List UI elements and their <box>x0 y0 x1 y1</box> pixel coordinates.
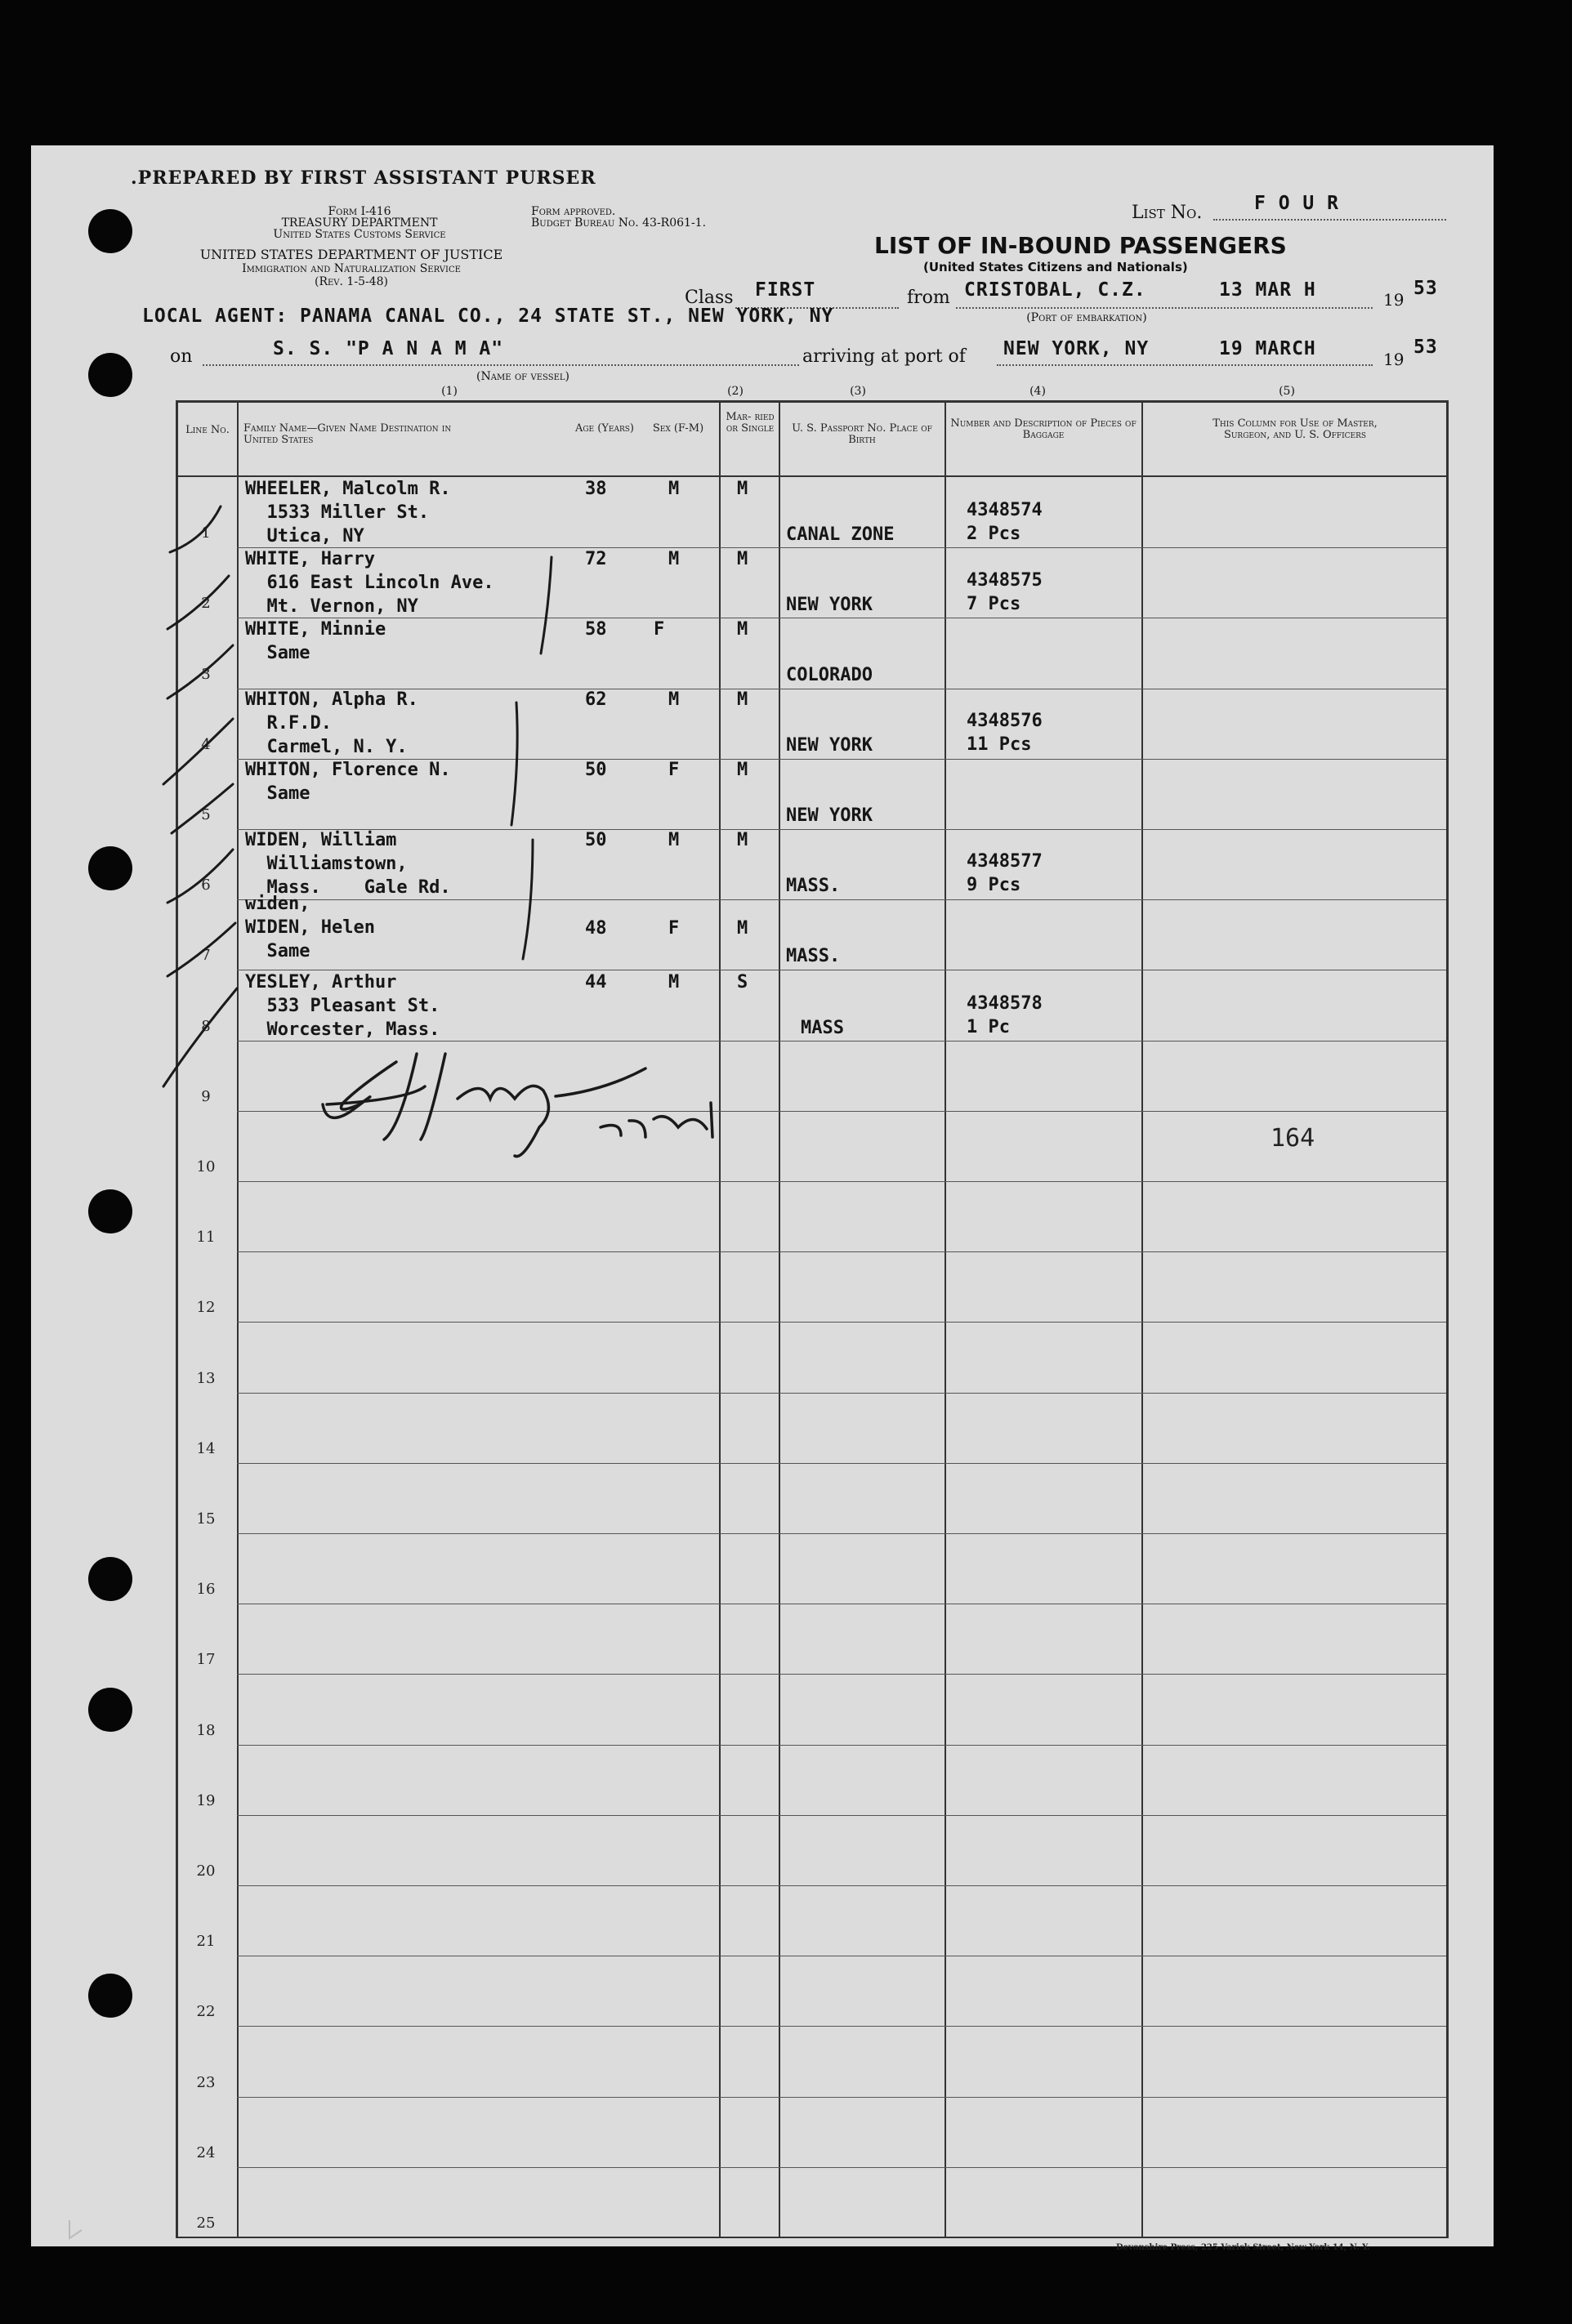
passenger-birth: NEW YORK <box>786 805 873 826</box>
line-number: 19 <box>196 1792 216 1809</box>
col-num-2: (2) <box>727 385 744 398</box>
passenger-birth: MASS. <box>786 876 841 896</box>
arrival-date: 19 MARCH <box>1219 338 1316 359</box>
passenger-baggage: 4348577 9 Pcs <box>967 851 1043 895</box>
passenger-birth: CANAL ZONE <box>786 524 895 545</box>
on-label: on <box>170 346 193 367</box>
passenger-sex: M <box>668 479 680 499</box>
col-header-name: Family Name—Given Name Destination in United States <box>243 422 452 446</box>
from-date: 13 MAR H <box>1219 279 1316 301</box>
passenger-age: 72 <box>585 549 607 569</box>
passenger-name: widen, WIDEN, Helen Same <box>245 894 375 961</box>
passenger-name: WHITE, Minnie Same <box>245 619 386 663</box>
line-number: 20 <box>196 1862 216 1880</box>
passenger-sex: F <box>668 918 680 939</box>
col-header-officers: This Column for Use of Master, Surgeon, and U. S. Officers <box>1212 417 1378 441</box>
passenger-married: M <box>737 479 748 499</box>
prepared-by: .PREPARED BY FIRST ASSISTANT PURSER <box>131 167 596 189</box>
line-number: 22 <box>196 2003 216 2020</box>
line-number: 10 <box>196 1158 216 1175</box>
from-label: from <box>907 288 950 308</box>
line-number: 7 <box>201 947 211 964</box>
form-revision: (Rev. 1-5-48) <box>315 275 388 288</box>
arriving-label: arriving at port of <box>802 346 966 367</box>
passenger-birth: COLORADO <box>786 665 873 685</box>
treasury-dept: TREASURY DEPARTMENT <box>281 216 438 230</box>
year-1: 53 <box>1413 278 1438 299</box>
form-subtitle: (United States Citizens and Nationals) <box>923 260 1188 274</box>
line-number: 18 <box>196 1722 216 1739</box>
line-number: 4 <box>201 736 211 753</box>
printer-imprint: Devonshire Press, 225 Varick Street, New York 14, N. Y. <box>1116 2243 1370 2252</box>
col-header-passport: U. S. Passport No. Place of Birth <box>792 422 932 446</box>
col-num-5: (5) <box>1279 385 1295 398</box>
year-prefix-2: 19 <box>1383 350 1405 369</box>
year-prefix: 19 <box>1383 290 1405 310</box>
ins-service: Immigration and Naturalization Service <box>242 262 461 275</box>
form-approved: Form approved. <box>531 205 616 218</box>
year-2: 53 <box>1413 337 1438 358</box>
line-number: 16 <box>196 1581 216 1598</box>
passenger-sex: M <box>668 549 680 569</box>
list-no-value: F O U R <box>1254 193 1339 214</box>
line-number: 23 <box>196 2074 216 2091</box>
passenger-baggage: 4348574 2 Pcs <box>967 500 1043 544</box>
passenger-married: M <box>737 760 748 780</box>
col-header-sex: Sex (F-M) <box>652 422 704 435</box>
col-num-1: (1) <box>441 385 458 398</box>
passenger-sex: M <box>668 830 680 850</box>
passenger-birth: NEW YORK <box>786 595 873 615</box>
passenger-married: M <box>737 549 748 569</box>
line-number: 24 <box>196 2144 216 2161</box>
col-num-3: (3) <box>850 385 866 398</box>
passenger-birth: MASS. <box>786 946 841 966</box>
passenger-sex: M <box>668 972 680 992</box>
vessel-name: S. S. "P A N A M A" <box>273 338 504 359</box>
col-header-married: Mar- ried or Single <box>726 411 775 435</box>
class-value: FIRST <box>755 279 816 301</box>
passenger-name: WHITON, Florence N. Same <box>245 760 451 804</box>
line-number: 25 <box>196 2215 216 2232</box>
col-header-line-no: Line No. <box>185 424 230 436</box>
line-number: 14 <box>196 1440 216 1457</box>
passenger-married: M <box>737 689 748 710</box>
passenger-married: M <box>737 918 748 939</box>
line-number: 12 <box>196 1299 216 1316</box>
passenger-sex: F <box>668 760 680 780</box>
col-num-4: (4) <box>1029 385 1046 398</box>
from-port: CRISTOBAL, C.Z. <box>964 279 1146 301</box>
passenger-name: WIDEN, William Williamstown, Mass. Gale Rd. <box>245 830 451 898</box>
signature <box>323 1054 712 1157</box>
passenger-baggage: 4348575 7 Pcs <box>967 570 1043 614</box>
passenger-age: 38 <box>585 479 607 499</box>
passenger-name: WHITE, Harry 616 East Lincoln Ave. Mt. Vernon, NY <box>245 549 494 617</box>
line-number: 21 <box>196 1933 216 1950</box>
local-agent: LOCAL AGENT: PANAMA CANAL CO., 24 STATE ST., NEW YORK, NY <box>142 306 834 327</box>
line-number: 15 <box>196 1510 216 1528</box>
passenger-age: 62 <box>585 689 607 710</box>
line-number: 5 <box>201 806 211 823</box>
passenger-baggage: 4348576 11 Pcs <box>967 711 1043 755</box>
arrival-port: NEW YORK, NY <box>1003 338 1150 359</box>
line-number: 8 <box>201 1018 211 1035</box>
passenger-birth: NEW YORK <box>786 735 873 756</box>
passenger-name: WHEELER, Malcolm R. 1533 Miller St. Utica, NY <box>245 479 451 546</box>
line-number: 11 <box>196 1229 216 1246</box>
line-number: 2 <box>201 595 211 612</box>
line-number: 6 <box>201 877 211 894</box>
passenger-married: M <box>737 830 748 850</box>
passenger-baggage: 4348578 1 Pc <box>967 993 1043 1037</box>
passenger-name: WHITON, Alpha R. R.F.D. Carmel, N. Y. <box>245 689 418 757</box>
budget-bureau: Budget Bureau No. 43-R061-1. <box>531 216 707 230</box>
line-number: 9 <box>201 1088 211 1105</box>
form-title: LIST OF IN-BOUND PASSENGERS <box>874 232 1287 259</box>
passenger-married: S <box>737 972 748 992</box>
passenger-sex: M <box>668 689 680 710</box>
list-no-label: List No. <box>1132 203 1203 223</box>
passenger-age: 44 <box>585 972 607 992</box>
col-header-age: Age (Years) <box>574 422 635 435</box>
line-number: 1 <box>201 524 211 542</box>
passenger-age: 48 <box>585 918 607 939</box>
line-number: 17 <box>196 1651 216 1668</box>
col-header-baggage: Number and Description of Pieces of Baggage <box>950 417 1137 441</box>
port-embark-label: (Port of embarkation) <box>1026 311 1147 324</box>
stamp-number: 164 <box>1271 1124 1315 1153</box>
passenger-age: 50 <box>585 760 607 780</box>
justice-dept: UNITED STATES DEPARTMENT OF JUSTICE <box>199 247 503 262</box>
passenger-name: YESLEY, Arthur 533 Pleasant St. Worcester, Mass. <box>245 972 440 1040</box>
vessel-label: (Name of vessel) <box>476 370 569 383</box>
passenger-age: 58 <box>585 619 607 640</box>
line-number: 3 <box>201 666 211 683</box>
line-number: 13 <box>196 1370 216 1387</box>
customs-service: United States Customs Service <box>273 228 446 241</box>
passenger-married: M <box>737 619 748 640</box>
class-label: Class <box>685 288 734 308</box>
passenger-birth: MASS <box>801 1018 844 1038</box>
passenger-age: 50 <box>585 830 607 850</box>
form-number: Form I-416 <box>328 205 391 218</box>
passenger-sex: F <box>654 619 665 640</box>
